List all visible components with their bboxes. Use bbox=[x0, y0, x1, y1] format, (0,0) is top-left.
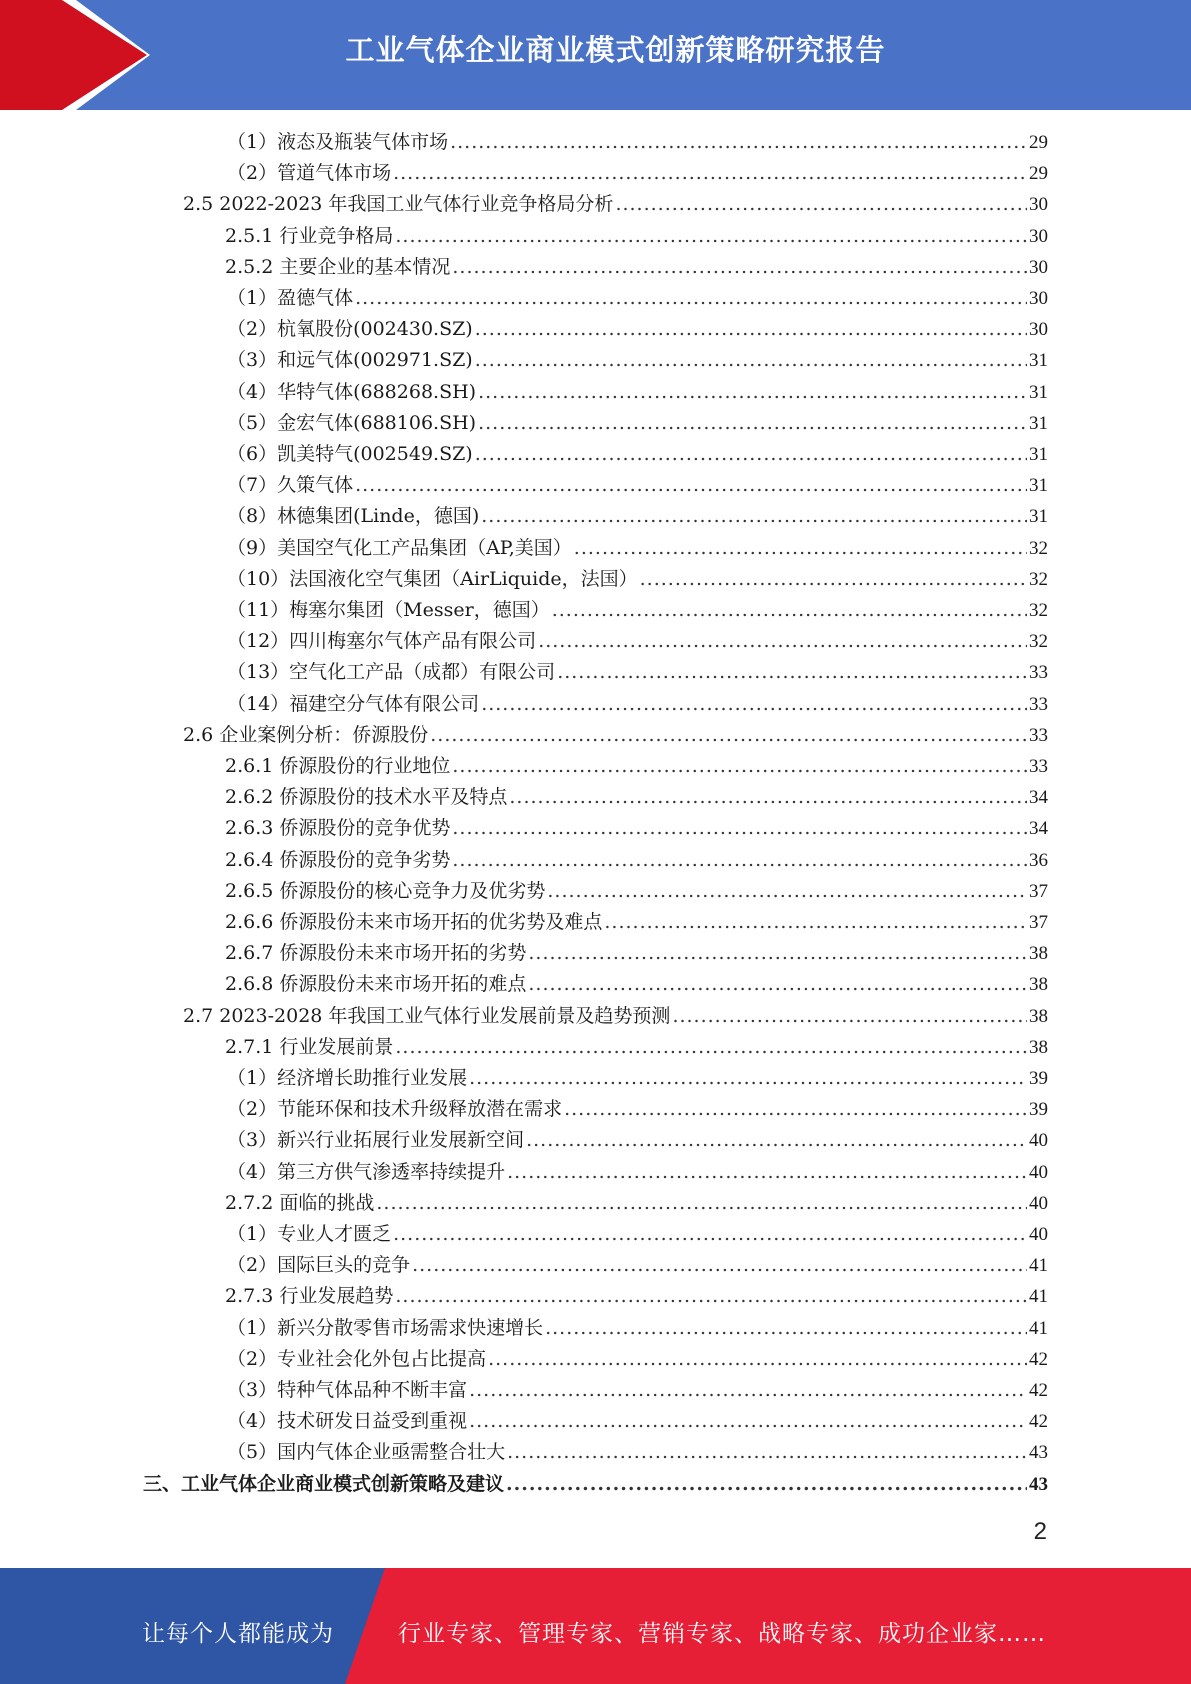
toc-entry[interactable] bbox=[225, 1032, 1048, 1063]
toc-entry-title: （1）专业人才匮乏 bbox=[227, 1223, 392, 1245]
toc-entry[interactable] bbox=[227, 564, 1048, 595]
toc-entry-page: 40 bbox=[1029, 1224, 1048, 1245]
toc-dot-leader bbox=[355, 470, 1027, 501]
toc-entry[interactable] bbox=[225, 1281, 1048, 1312]
toc-dot-leader bbox=[452, 751, 1027, 782]
toc-entry[interactable] bbox=[225, 751, 1048, 782]
toc-entry[interactable] bbox=[227, 1344, 1048, 1375]
toc-entry-title: 2.6.4 侨源股份的竞争劣势 bbox=[225, 848, 451, 871]
toc-dot-leader bbox=[615, 189, 1027, 220]
toc-entry-page: 38 bbox=[1029, 974, 1048, 996]
toc-entry-title: （13）空气化工产品（成都）有限公司 bbox=[227, 661, 556, 684]
toc-entry[interactable] bbox=[225, 813, 1048, 844]
toc-entry-title: （14）福建空分气体有限公司 bbox=[227, 692, 480, 715]
toc-entry-title: （1）盈德气体 bbox=[227, 287, 354, 309]
toc-entry-title: （2）管道气体市场 bbox=[227, 162, 392, 185]
toc-entry[interactable] bbox=[227, 1094, 1048, 1125]
toc-entry-page: 43 bbox=[1029, 1473, 1048, 1495]
toc-dot-leader bbox=[547, 876, 1027, 907]
toc-entry-page: 40 bbox=[1029, 1161, 1048, 1183]
page-header bbox=[0, 0, 1191, 110]
toc-entry-title: 2.7 2023-2028 年我国工业气体行业发展前景及趋势预测 bbox=[183, 1004, 671, 1027]
toc-dot-leader bbox=[469, 1063, 1027, 1094]
toc-entry-title: （6）凯美特气(002549.SZ) bbox=[227, 443, 473, 465]
toc-dot-leader bbox=[475, 314, 1027, 345]
toc-entry-page: 33 bbox=[1029, 693, 1048, 715]
toc-entry[interactable] bbox=[227, 1437, 1048, 1468]
toc-entry-page: 33 bbox=[1029, 756, 1048, 777]
toc-entry[interactable] bbox=[225, 907, 1048, 938]
toc-dot-leader bbox=[450, 127, 1027, 158]
toc-entry-title: 2.6.8 侨源股份未来市场开拓的难点 bbox=[225, 973, 527, 996]
toc-entry[interactable] bbox=[227, 283, 1048, 314]
toc-dot-leader bbox=[506, 1469, 1027, 1500]
toc-entry-page: 30 bbox=[1029, 288, 1048, 309]
toc-entry-title: （1）经济增长助推行业发展 bbox=[227, 1067, 468, 1089]
toc-entry-page: 30 bbox=[1029, 225, 1048, 247]
toc-entry[interactable] bbox=[227, 595, 1048, 626]
toc-entry[interactable] bbox=[225, 782, 1048, 813]
toc-entry-title: 三、工业气体企业商业模式创新策略及建议 bbox=[143, 1472, 505, 1495]
toc-entry-title: （7）久策气体 bbox=[227, 474, 354, 497]
toc-entry-page: 32 bbox=[1029, 600, 1048, 621]
toc-entry-title: （2）国际巨头的竞争 bbox=[227, 1254, 411, 1277]
toc-entry-page: 41 bbox=[1029, 1286, 1048, 1308]
toc-dot-leader bbox=[393, 1219, 1027, 1250]
toc-dot-leader bbox=[481, 689, 1027, 720]
toc-entry[interactable] bbox=[227, 314, 1048, 345]
toc-entry-page: 32 bbox=[1029, 631, 1048, 653]
toc-entry-title: 2.5.1 行业竞争格局 bbox=[225, 224, 394, 247]
toc-entry-title: （10）法国液化空气集团（AirLiquide，法国） bbox=[227, 567, 638, 590]
page-number: 2 bbox=[1033, 1518, 1047, 1545]
toc-entry-page: 34 bbox=[1029, 787, 1048, 809]
toc-dot-leader bbox=[412, 1250, 1027, 1281]
toc-dot-leader bbox=[452, 845, 1027, 876]
footer-slogan-left: 让每个人都能成为 bbox=[142, 1621, 334, 1647]
toc-entry-page: 40 bbox=[1029, 1130, 1048, 1152]
toc-entry-page: 29 bbox=[1029, 132, 1048, 153]
toc-dot-leader bbox=[509, 782, 1027, 813]
toc-dot-leader bbox=[564, 1094, 1027, 1125]
toc-entry-page: 31 bbox=[1029, 475, 1048, 497]
toc-entry-title: 2.6.2 侨源股份的技术水平及特点 bbox=[225, 786, 508, 809]
toc-dot-leader bbox=[526, 1125, 1027, 1156]
toc-entry-title: （9）美国空气化工产品集团（AP,美国） bbox=[227, 536, 572, 559]
toc-dot-leader bbox=[507, 1437, 1027, 1468]
toc-entry[interactable] bbox=[227, 377, 1048, 408]
toc-entry-page: 42 bbox=[1029, 1411, 1048, 1433]
toc-entry[interactable] bbox=[227, 1375, 1048, 1406]
toc-entry-page: 30 bbox=[1029, 256, 1048, 278]
toc-dot-leader bbox=[672, 1001, 1027, 1032]
toc-entry-title: （2）节能环保和技术升级释放潜在需求 bbox=[227, 1098, 563, 1121]
toc-dot-leader bbox=[478, 408, 1027, 439]
toc-entry[interactable] bbox=[225, 845, 1048, 876]
toc-dot-leader bbox=[452, 813, 1027, 844]
toc-dot-leader bbox=[552, 595, 1027, 626]
toc-entry[interactable] bbox=[227, 127, 1048, 158]
toc-dot-leader bbox=[395, 1281, 1027, 1312]
toc-entry-title: （5）国内气体企业亟需整合壮大 bbox=[227, 1441, 506, 1464]
toc-entry-page: 41 bbox=[1029, 1317, 1048, 1339]
toc-entry[interactable] bbox=[227, 408, 1048, 439]
toc-entry-page: 34 bbox=[1029, 818, 1048, 840]
toc-entry-page: 30 bbox=[1029, 319, 1048, 341]
toc-entry[interactable] bbox=[227, 533, 1048, 564]
toc-entry-page: 31 bbox=[1029, 506, 1048, 528]
toc-entry-page: 38 bbox=[1029, 1036, 1048, 1058]
toc-dot-leader bbox=[488, 1344, 1027, 1375]
toc-dot-leader bbox=[376, 1188, 1027, 1219]
toc-entry[interactable] bbox=[225, 221, 1048, 252]
toc-entry[interactable] bbox=[227, 439, 1048, 470]
page-footer bbox=[0, 1568, 1191, 1684]
toc-entry-title: （2）专业社会化外包占比提高 bbox=[227, 1347, 487, 1370]
toc-entry[interactable] bbox=[227, 345, 1048, 376]
toc-dot-leader bbox=[574, 533, 1027, 564]
toc-dot-leader bbox=[475, 439, 1027, 470]
toc-entry-page: 37 bbox=[1029, 912, 1048, 933]
toc-entry[interactable] bbox=[227, 470, 1048, 501]
report-title: 工业气体企业商业模式创新策略研究报告 bbox=[345, 33, 886, 67]
toc-entry[interactable] bbox=[227, 1219, 1048, 1250]
toc-entry-title: （12）四川梅塞尔气体产品有限公司 bbox=[227, 630, 537, 653]
toc-dot-leader bbox=[481, 501, 1027, 532]
toc-entry-page: 33 bbox=[1029, 662, 1048, 684]
toc-entry-page: 39 bbox=[1029, 1099, 1048, 1121]
toc-entry-page: 41 bbox=[1029, 1255, 1048, 1277]
toc-entry-title: 2.6 企业案例分析：侨源股份 bbox=[183, 723, 429, 746]
toc-entry-title: 2.5 2022-2023 年我国工业气体行业竞争格局分析 bbox=[183, 193, 614, 216]
toc-dot-leader bbox=[452, 252, 1027, 283]
toc-dot-leader bbox=[469, 1406, 1027, 1437]
toc-entry-page: 42 bbox=[1029, 1348, 1048, 1370]
toc-dot-leader bbox=[528, 969, 1027, 1000]
toc-dot-leader bbox=[355, 283, 1027, 314]
toc-entry-title: （2）杭氧股份(002430.SZ) bbox=[227, 318, 473, 341]
toc-entry-title: 2.7.2 面临的挑战 bbox=[225, 1191, 375, 1214]
toc-entry[interactable] bbox=[227, 626, 1048, 657]
toc-entry[interactable] bbox=[227, 657, 1048, 688]
toc-dot-leader bbox=[640, 564, 1027, 595]
footer-slogan-right: 行业专家、管理专家、营销专家、战略专家、成功企业家…… bbox=[398, 1621, 1046, 1647]
toc-entry[interactable] bbox=[227, 501, 1048, 532]
toc-entry[interactable] bbox=[183, 1001, 1048, 1032]
toc-entry-page: 42 bbox=[1029, 1380, 1048, 1401]
toc-dot-leader bbox=[545, 1313, 1027, 1344]
toc-dot-leader bbox=[478, 377, 1027, 408]
toc-entry-title: 2.7.1 行业发展前景 bbox=[225, 1035, 394, 1058]
toc-entry-title: 2.6.6 侨源股份未来市场开拓的优劣势及难点 bbox=[225, 911, 603, 933]
toc-entry[interactable] bbox=[227, 1157, 1048, 1188]
toc-entry-page: 32 bbox=[1029, 568, 1048, 590]
toc-entry-title: （4）华特气体(688268.SH) bbox=[227, 380, 477, 403]
toc-entry-title: （8）林德集团(Linde，德国) bbox=[227, 505, 480, 528]
toc-entry-title: （11）梅塞尔集团（Messer，德国） bbox=[227, 599, 550, 621]
toc-entry-page: 32 bbox=[1029, 537, 1048, 559]
toc-dot-leader bbox=[395, 221, 1027, 252]
toc-dot-leader bbox=[557, 657, 1027, 688]
toc-entry-title: （1）液态及瓶装气体市场 bbox=[227, 131, 449, 153]
toc-entry-title: （4）第三方供气渗透率持续提升 bbox=[227, 1160, 506, 1183]
toc-dot-leader bbox=[507, 1157, 1027, 1188]
toc-entry[interactable] bbox=[227, 1313, 1048, 1344]
toc-entry-page: 39 bbox=[1029, 1068, 1048, 1089]
toc-entry-page: 30 bbox=[1029, 194, 1048, 216]
toc-entry-title: 2.6.1 侨源股份的行业地位 bbox=[225, 755, 451, 777]
toc-entry-page: 29 bbox=[1029, 163, 1048, 185]
toc-dot-leader bbox=[393, 158, 1027, 189]
toc-entry[interactable] bbox=[227, 1125, 1048, 1156]
toc-dot-leader bbox=[469, 1375, 1027, 1406]
toc-entry-page: 38 bbox=[1029, 943, 1048, 965]
toc-entry-title: （3）特种气体品种不断丰富 bbox=[227, 1379, 468, 1401]
toc-entry-page: 40 bbox=[1029, 1192, 1048, 1214]
toc-entry-title: （3）新兴行业拓展行业发展新空间 bbox=[227, 1129, 525, 1152]
toc-entry[interactable] bbox=[183, 720, 1048, 751]
toc-entry[interactable] bbox=[227, 1063, 1048, 1094]
toc-entry-page: 31 bbox=[1029, 444, 1048, 465]
toc-entry-page: 38 bbox=[1029, 1005, 1048, 1027]
toc-dot-leader bbox=[604, 907, 1027, 938]
toc-entry-page: 36 bbox=[1029, 849, 1048, 871]
toc-entry-page: 33 bbox=[1029, 724, 1048, 746]
toc-dot-leader bbox=[475, 345, 1027, 376]
toc-entry[interactable] bbox=[227, 1406, 1048, 1437]
toc-dot-leader bbox=[395, 1032, 1027, 1063]
toc-entry[interactable] bbox=[143, 1469, 1048, 1500]
toc-entry-page: 43 bbox=[1029, 1442, 1048, 1464]
toc-entry-title: 2.7.3 行业发展趋势 bbox=[225, 1285, 394, 1308]
toc-dot-leader bbox=[538, 626, 1027, 657]
toc-entry[interactable] bbox=[225, 969, 1048, 1000]
toc-entry-title: （5）金宏气体(688106.SH) bbox=[227, 411, 477, 434]
toc-entry-title: 2.6.7 侨源股份未来市场开拓的劣势 bbox=[225, 942, 527, 965]
toc-entry[interactable] bbox=[225, 876, 1048, 907]
toc-entry-title: 2.6.3 侨源股份的竞争优势 bbox=[225, 817, 451, 840]
toc-entry-title: （1）新兴分散零售市场需求快速增长 bbox=[227, 1316, 544, 1339]
toc-entry[interactable] bbox=[227, 689, 1048, 720]
toc-entry-page: 31 bbox=[1029, 412, 1048, 434]
toc-entry[interactable] bbox=[225, 252, 1048, 283]
toc-entry-title: 2.6.5 侨源股份的核心竞争力及优劣势 bbox=[225, 879, 546, 902]
toc-entry[interactable] bbox=[227, 1250, 1048, 1281]
toc-entry-page: 31 bbox=[1029, 381, 1048, 403]
toc-entry[interactable] bbox=[225, 938, 1048, 969]
toc-entry-title: （3）和远气体(002971.SZ) bbox=[227, 349, 473, 372]
toc-entry[interactable] bbox=[227, 158, 1048, 189]
toc-entry[interactable] bbox=[183, 189, 1048, 220]
toc-entry-title: （4）技术研发日益受到重视 bbox=[227, 1410, 468, 1433]
toc-entry[interactable] bbox=[225, 1188, 1048, 1219]
toc-dot-leader bbox=[528, 938, 1027, 969]
toc-entry-page: 37 bbox=[1029, 880, 1048, 902]
toc-entry-page: 31 bbox=[1029, 350, 1048, 372]
toc-dot-leader bbox=[430, 720, 1027, 751]
toc-entry-title: 2.5.2 主要企业的基本情况 bbox=[225, 255, 451, 278]
